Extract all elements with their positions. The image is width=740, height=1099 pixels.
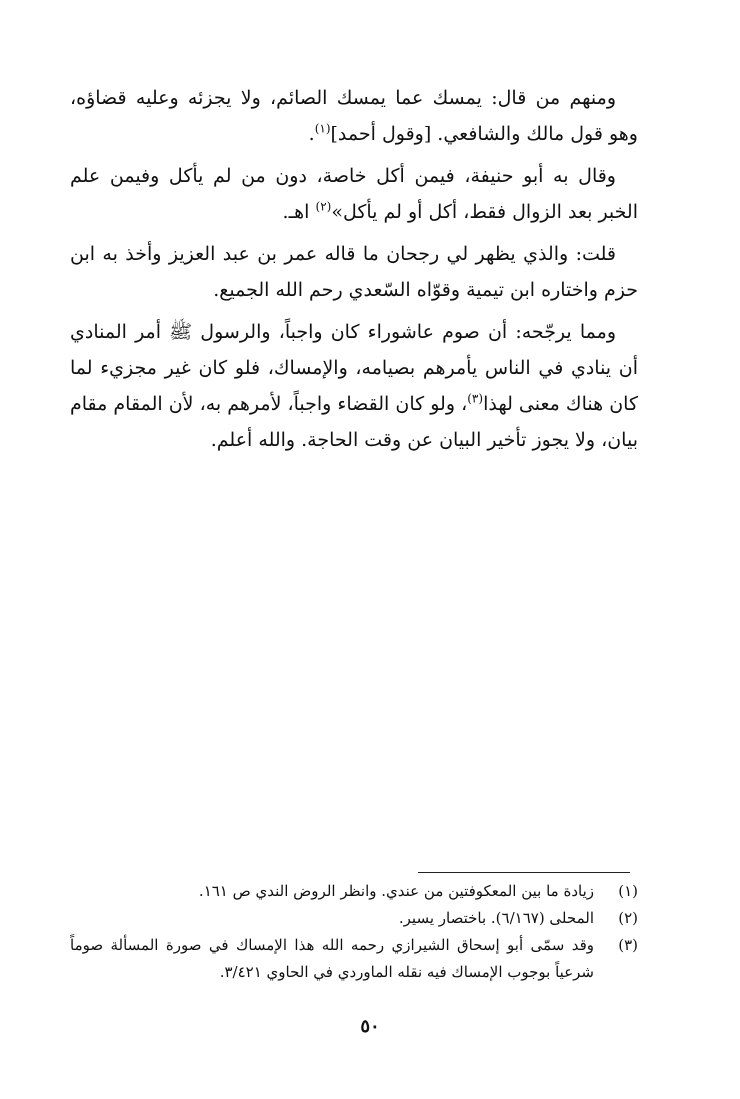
footnote-text: المحلى (٦/١٦٧). باختصار يسير. — [398, 909, 594, 927]
footnote-marker: (١) — [314, 121, 331, 136]
footnote-text: زيادة ما بين المعكوفتين من عندي. وانظر الروض الندي ص ١٦١. — [198, 882, 594, 900]
footnotes — [70, 878, 638, 986]
paragraph-text-tail: . — [308, 123, 315, 145]
footnote-number: (٢) — [618, 909, 638, 927]
footnote-marker: (٣) — [467, 391, 484, 406]
footnote-number: (١) — [618, 882, 638, 900]
paragraph — [70, 80, 638, 152]
footnote-text: وقد سمّى أبو إسحاق الشيرازي رحمه الله هذا الإمساك في صورة المسألة صوماً شرعياً بوجوب الإمساك فيه نقله الماوردي في الحاوي ٣/٤٢١. — [70, 936, 594, 981]
footnote-marker: (٢) — [315, 199, 332, 214]
footnote — [70, 905, 638, 932]
page-number: ٥٠ — [360, 1016, 380, 1037]
paragraph-text: قلت: والذي يظهر لي رجحان ما قاله عمر بن عبد العزيز وأخذ به ابن حزم واختاره ابن تيمية وقوّاه السّعدي رحم الله الجميع. — [70, 243, 638, 301]
footnote-separator — [418, 872, 630, 873]
footnote — [70, 932, 638, 986]
paragraph-text: ومما يرجّحه: أن صوم عاشوراء كان واجباً، والرسول ﷺ أمر المنادي أن ينادي في الناس يأمرهم بصيامه، والإمساك، فلو كان غير مجزيء لما كان هناك معنى لهذا — [70, 321, 638, 415]
paragraph — [70, 314, 638, 458]
paragraph-text: ومنهم من قال: يمسك عما يمسك الصائم، ولا يجزئه وعليه قضاؤه، وهو قول مالك والشافعي. [وقول أحمد] — [70, 87, 638, 145]
paragraph-text-tail: اهـ. — [282, 201, 316, 223]
footnote — [70, 878, 638, 905]
main-text — [70, 80, 638, 464]
paragraph-text: وقال به أبو حنيفة، فيمن أكل خاصة، دون من لم يأكل وفيمن علم الخبر بعد الزوال فقط، أكل أو لم يأكل» — [70, 165, 638, 223]
paragraph-text-tail: ، ولو كان القضاء واجباً، لأمرهم به، لأن المقام مقام بيان، ولا يجوز تأخير البيان عن وقت الحاجة. والله أعلم. — [70, 393, 638, 451]
footnote-number: (٣) — [618, 936, 638, 954]
paragraph — [70, 158, 638, 230]
paragraph — [70, 236, 638, 308]
